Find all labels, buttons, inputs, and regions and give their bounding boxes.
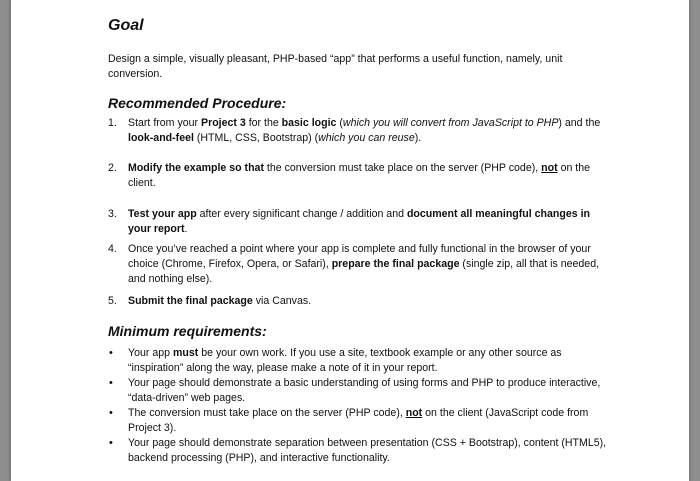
text-run: Your page should demonstrate a basic understanding of using forms and PHP to produce interactive, “data-driven” web pages. (128, 377, 601, 404)
text-run: ( (336, 117, 343, 129)
procedure-item-text (128, 207, 613, 237)
text-run: ) and the (558, 117, 601, 129)
requirement-item-1 (108, 346, 613, 376)
procedure-item-number: 4. (108, 243, 117, 255)
bullet-icon: • (109, 407, 113, 419)
italic-run: which you will convert from JavaScript to PHP (342, 117, 559, 129)
text-run: Your app (128, 347, 173, 359)
requirement-item-2 (108, 376, 613, 406)
text-run: The conversion must take place on the server (PHP code), (128, 407, 406, 419)
text-run: for the (245, 117, 282, 129)
document-page (11, 0, 689, 481)
text-run: Start from your (128, 117, 201, 129)
text-run: . (184, 223, 188, 235)
text-run: (single zip, all that is needed, and nothing else). (128, 258, 600, 285)
bold-run: Submit the final package (128, 295, 253, 307)
procedure-item-text (128, 161, 613, 191)
bullet-icon: • (109, 377, 113, 389)
procedure-item-number: 1. (108, 117, 117, 129)
procedure-item-2 (108, 161, 613, 191)
procedure-item-3 (108, 207, 613, 237)
text-run: Once you’ve reached a point where your app is complete and fully functional in the browser of your choice (Chrome, Firefox, Opera, or Safari), (128, 243, 591, 270)
procedure-item-number: 5. (108, 295, 117, 307)
bold-run: document all meaningful changes in your report (128, 208, 591, 235)
procedure-item-number: 3. (108, 208, 117, 220)
text-run: via Canvas. (252, 295, 312, 307)
bold-run: Test your app (128, 208, 197, 220)
bold-run: basic logic (281, 117, 337, 129)
text-run: ). (414, 132, 422, 144)
bullet-icon: • (109, 437, 113, 449)
italic-run: which you can reuse (318, 132, 415, 144)
text-run: Your page should demonstrate separation between presentation (CSS + Bootstrap), content (HTML5), backend processing (PHP), and interactive functionality. (128, 437, 607, 464)
goal-heading: Goal (108, 17, 144, 34)
bold-run: prepare the final package (331, 258, 460, 270)
underline-run: not (541, 162, 558, 174)
requirement-item-text (128, 376, 613, 406)
text-run: after every significant change / addition and (196, 208, 407, 220)
procedure-item-4 (108, 242, 613, 287)
procedure-heading: Recommended Procedure: (108, 95, 287, 111)
goal-text: Design a simple, visually pleasant, PHP-based “app” that performs a useful function, namely, unit conversion. (108, 53, 563, 80)
requirement-item-text (128, 346, 613, 376)
bold-run: Modify the example so that (128, 162, 264, 174)
text-run: the conversion must take place on the server (PHP code), (263, 162, 542, 174)
requirement-item-4 (108, 436, 613, 466)
requirement-item-text (128, 406, 613, 436)
procedure-item-text (128, 242, 613, 287)
procedure-item-number: 2. (108, 162, 117, 174)
bold-run: look-and-feel (128, 132, 194, 144)
procedure-item-5 (108, 294, 613, 309)
requirements-heading: Minimum requirements: (108, 323, 267, 339)
text-run: (HTML, CSS, Bootstrap) ( (193, 132, 319, 144)
underline-run: not (405, 407, 423, 419)
procedure-item-text (128, 294, 613, 309)
text-run: on the client (JavaScript code from Project 3). (128, 407, 589, 434)
bold-run: Project 3 (201, 117, 246, 129)
procedure-item-text (128, 116, 613, 146)
text-run: on the client. (128, 162, 591, 189)
bold-run: must (172, 347, 199, 359)
text-run: be your own work. If you use a site, textbook example or any other source as “inspiration” along the way, please make a note of it in your report. (128, 347, 562, 374)
procedure-item-1 (108, 116, 613, 146)
bullet-icon: • (109, 347, 113, 359)
requirement-item-3 (108, 406, 613, 436)
requirement-item-text (128, 436, 613, 466)
